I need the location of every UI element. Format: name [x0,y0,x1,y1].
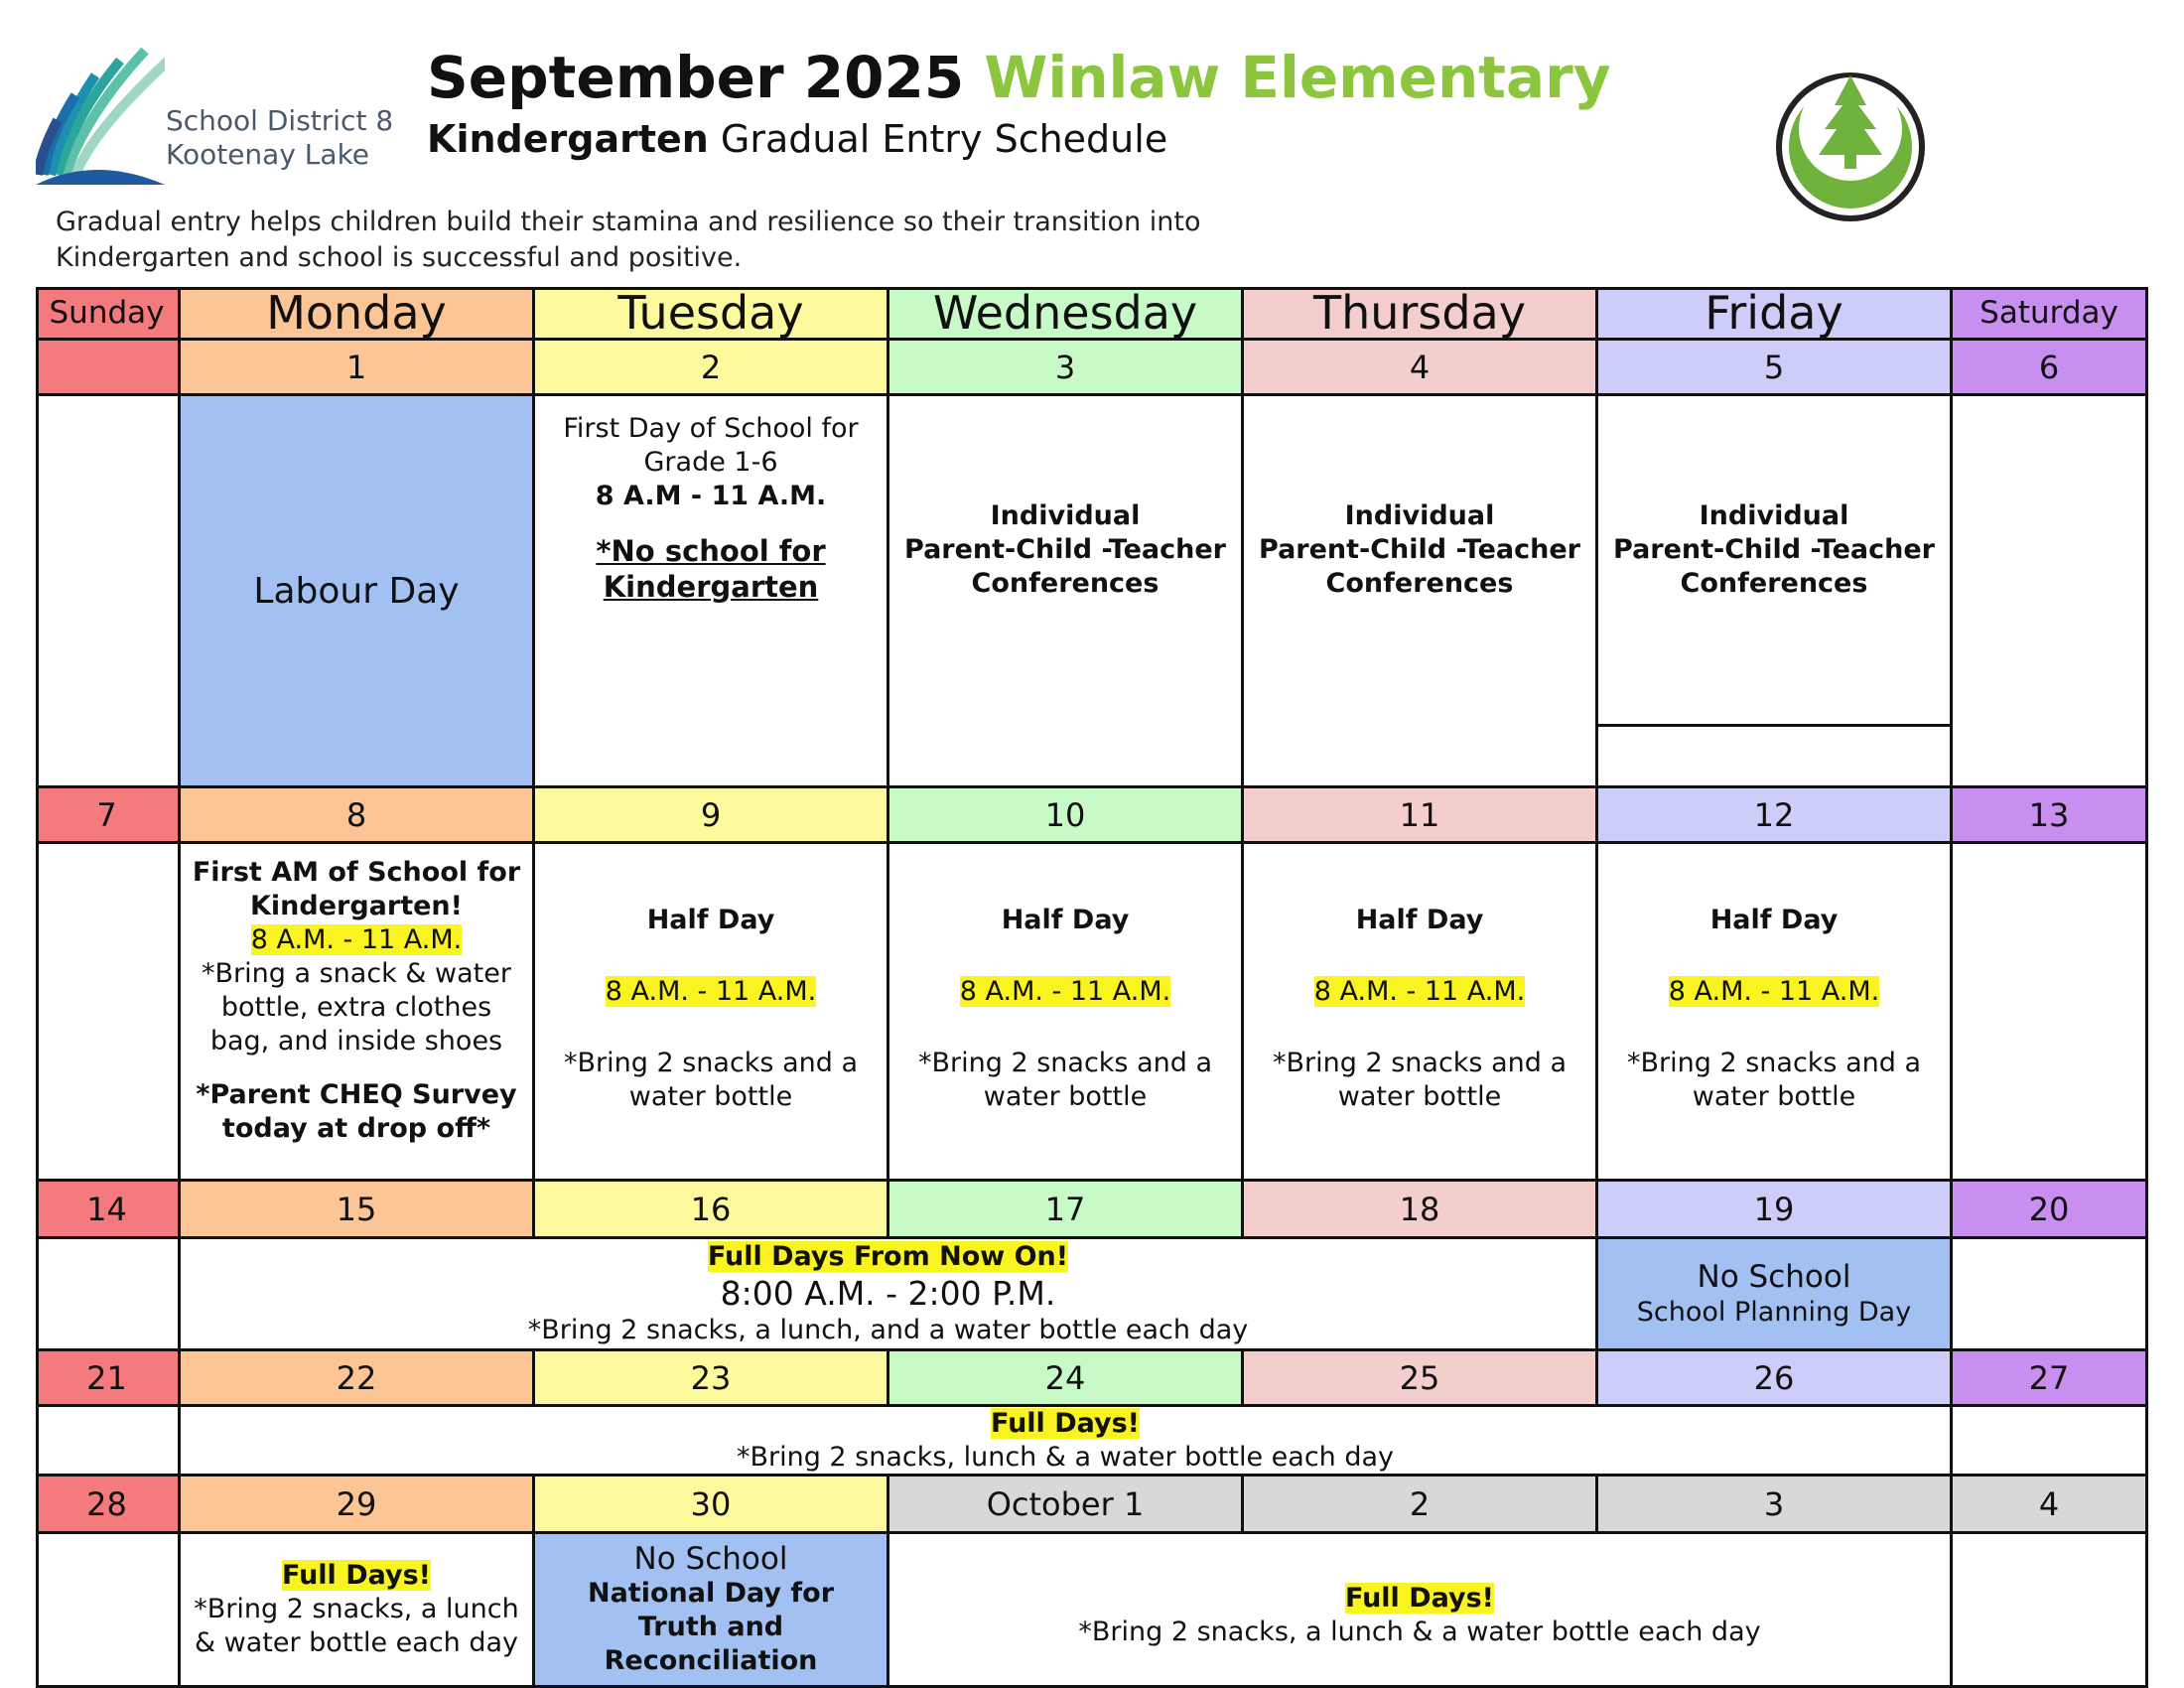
event-text: Individual [1699,500,1849,531]
event-cell-empty [36,1407,181,1477]
date-number: 10 [1044,795,1086,834]
date-cell [535,341,889,396]
event-half-day [1244,844,1598,1182]
month-year: September 2025 [427,44,965,111]
event-highlight: Full Days! [990,1407,1141,1439]
date-cell [36,1182,181,1239]
date-cell [889,788,1244,844]
tree-icon [1771,68,1930,226]
event-text: Conferences [1680,568,1868,599]
date-cell [535,788,889,844]
event-text: bag, and inside shoes [209,1026,503,1056]
date-number: 25 [1399,1358,1440,1397]
intro-text: Gradual entry helps children build their stamina and resilience so their transition into Kindergarten and school is successful and positive. [56,207,1201,273]
event-text: *Bring a snack & water [202,958,511,989]
date-number: 28 [86,1484,127,1523]
day-header-friday [1598,287,1953,341]
event-text: Half Day [646,905,775,935]
date-cell [1598,1477,1953,1534]
event-conferences [1598,396,1953,727]
day-label: Saturday [1979,294,2118,331]
event-cell-empty [1953,844,2148,1182]
event-text: Half Day [1001,905,1130,935]
day-header-tuesday [535,287,889,341]
event-cell-empty [1953,1534,2148,1688]
event-text: *Bring 2 snacks, lunch & a water bottle each day [736,1441,1395,1473]
date-number: 27 [2028,1358,2070,1397]
event-full-days-week4 [181,1407,1953,1477]
event-text: & water bottle each day [194,1627,519,1658]
event-text: School Planning Day [1636,1297,1912,1328]
event-text: First Day of School for [563,413,859,444]
event-time: 8 A.M. - 11 A.M. [1668,976,1880,1007]
date-number: 12 [1753,795,1795,834]
day-label: Monday [266,287,447,340]
date-cell [1244,1182,1598,1239]
date-cell [535,1182,889,1239]
event-cell-empty [1953,1239,2148,1351]
event-text: Half Day [1709,905,1839,935]
date-number: 2 [700,348,722,386]
date-number: 29 [336,1484,377,1523]
date-number: 4 [1409,348,1431,386]
event-text: National Day for [587,1578,835,1609]
event-labour-day [181,396,535,788]
date-number: 20 [2028,1190,2070,1228]
event-text: Individual [1344,500,1495,531]
date-cell [1244,788,1598,844]
date-number: 9 [700,795,722,834]
date-cell [36,788,181,844]
date-cell [1244,341,1598,396]
event-highlight: Full Days From Now On! [707,1241,1069,1272]
date-number: 30 [690,1484,732,1523]
event-text: Individual [990,500,1141,531]
event-text: Kindergarten [603,570,819,604]
event-time: 8 A.M. - 11 A.M. [605,976,817,1007]
date-number: 11 [1399,795,1440,834]
event-time: 8 A.M. - 11 A.M. [250,924,463,955]
event-text: No School [633,1541,788,1577]
date-cell [535,1477,889,1534]
event-text: Kindergarten! [250,891,463,921]
date-number: October 1 [986,1484,1145,1523]
event-half-day [889,844,1244,1182]
date-number: 15 [336,1190,377,1228]
date-number: 6 [2038,348,2060,386]
date-cell [1598,788,1953,844]
date-cell [181,1182,535,1239]
date-number: 7 [96,795,117,834]
date-cell [181,788,535,844]
event-cell-empty [1953,396,2148,788]
date-number: 1 [345,348,367,386]
day-label: Sunday [49,294,165,331]
date-cell [889,1182,1244,1239]
event-text: water bottle [983,1081,1148,1112]
event-full-days-start [181,1239,1598,1351]
day-header-saturday [1953,287,2148,341]
subtitle-rest: Gradual Entry Schedule [720,117,1168,161]
event-half-day [535,844,889,1182]
district-logo [36,36,165,185]
event-cell-empty [36,1239,181,1351]
page-title [427,44,1611,111]
event-text: First AM of School for [192,857,521,888]
date-number: 24 [1044,1358,1086,1397]
event-text: water bottle [1692,1081,1856,1112]
event-text: *Bring 2 snacks, a lunch, and a water bottle each day [527,1315,1249,1345]
date-number: 19 [1753,1190,1795,1228]
event-text: *Bring 2 snacks and a [564,1048,858,1078]
school-logo [1771,68,1930,226]
day-header-sunday [36,287,181,341]
date-number: 8 [345,795,367,834]
date-number: 4 [2038,1484,2060,1523]
district-line1: School District 8 [166,104,394,137]
event-text: Conferences [971,568,1160,599]
date-cell [889,1477,1244,1534]
date-number: 3 [1054,348,1076,386]
date-cell [36,341,181,396]
event-text: No School [1697,1259,1851,1295]
event-text: *Bring 2 snacks, a lunch [194,1594,519,1624]
day-label: Friday [1705,287,1843,340]
date-cell [1953,341,2148,396]
date-number: 23 [690,1358,732,1397]
event-cell-empty [36,396,181,788]
date-cell [1953,788,2148,844]
date-number: 2 [1409,1484,1431,1523]
event-half-day [1598,844,1953,1182]
date-cell [1953,1477,2148,1534]
event-full-days-october [889,1534,1953,1688]
event-text: *Bring 2 snacks and a [1273,1048,1567,1078]
date-cell [889,1351,1244,1407]
event-time: 8 A.M - 11 A.M. [595,481,827,511]
event-text: Conferences [1325,568,1514,599]
page-subtitle [427,117,1167,161]
date-number: 18 [1399,1190,1440,1228]
event-text: water bottle [1337,1081,1502,1112]
event-cell-empty [1598,727,1953,788]
date-number: 21 [86,1358,127,1397]
event-text: *Bring 2 snacks, a lunch & a water bottle each day [1078,1617,1761,1647]
event-text: Parent-Child -Teacher [1259,534,1580,565]
school-name: Winlaw Elementary [984,44,1611,111]
event-cell-empty [1953,1407,2148,1477]
event-text: Parent-Child -Teacher [1613,534,1935,565]
event-text: *No school for [596,534,826,568]
event-text: water bottle [628,1081,793,1112]
date-cell [36,1477,181,1534]
event-first-am-kindergarten [181,844,535,1182]
day-header-monday [181,287,535,341]
district-line2: Kootenay Lake [166,138,370,171]
event-text: Grade 1-6 [643,447,778,478]
subtitle-bold: Kindergarten [427,117,709,161]
date-cell [181,1477,535,1534]
event-text: *Bring 2 snacks and a [1627,1048,1921,1078]
event-conferences [1244,396,1598,788]
date-cell [181,1351,535,1407]
event-time: 8 A.M. - 11 A.M. [1313,976,1526,1007]
date-cell [1598,1351,1953,1407]
day-header-thursday [1244,287,1598,341]
date-number: 5 [1763,348,1785,386]
event-full-days-29 [181,1534,535,1688]
calendar-grid [36,287,2148,1688]
event-conferences [889,396,1244,788]
date-cell [1598,341,1953,396]
event-truth-reconciliation [535,1534,889,1688]
date-cell [181,341,535,396]
date-cell [36,1351,181,1407]
date-number: 17 [1044,1190,1086,1228]
day-header-wednesday [889,287,1244,341]
date-cell [535,1351,889,1407]
district-logo-icon [36,36,165,185]
event-cell-empty [36,844,181,1182]
event-first-day-grades [535,396,889,788]
day-label: Wednesday [932,287,1198,340]
date-cell [1953,1182,2148,1239]
date-cell [1244,1477,1598,1534]
date-cell [1953,1351,2148,1407]
day-label: Tuesday [617,287,804,340]
district-name [166,104,393,172]
event-highlight: Full Days! [1344,1583,1495,1614]
event-text: bottle, extra clothes [220,992,492,1023]
date-number: 16 [690,1190,732,1228]
date-number: 14 [86,1190,127,1228]
date-number: 26 [1753,1358,1795,1397]
date-number: 13 [2028,795,2070,834]
date-number: 3 [1763,1484,1785,1523]
date-number: 22 [336,1358,377,1397]
event-text: *Bring 2 snacks and a [918,1048,1212,1078]
day-label: Thursday [1313,287,1526,340]
event-text: *Parent CHEQ Survey [196,1079,517,1110]
event-time: 8 A.M. - 11 A.M. [959,976,1171,1007]
labour-day-label: Labour Day [253,570,460,612]
date-cell [1598,1182,1953,1239]
event-text: Parent-Child -Teacher [904,534,1226,565]
event-cell-empty [36,1534,181,1688]
date-cell [1244,1351,1598,1407]
event-highlight: Full Days! [281,1560,432,1591]
event-text: today at drop off* [221,1113,491,1144]
event-time: 8:00 A.M. - 2:00 P.M. [720,1274,1056,1313]
event-text: Truth and Reconciliation [604,1612,818,1676]
event-no-school-planning [1598,1239,1953,1351]
date-cell [889,341,1244,396]
event-text: Half Day [1355,905,1484,935]
